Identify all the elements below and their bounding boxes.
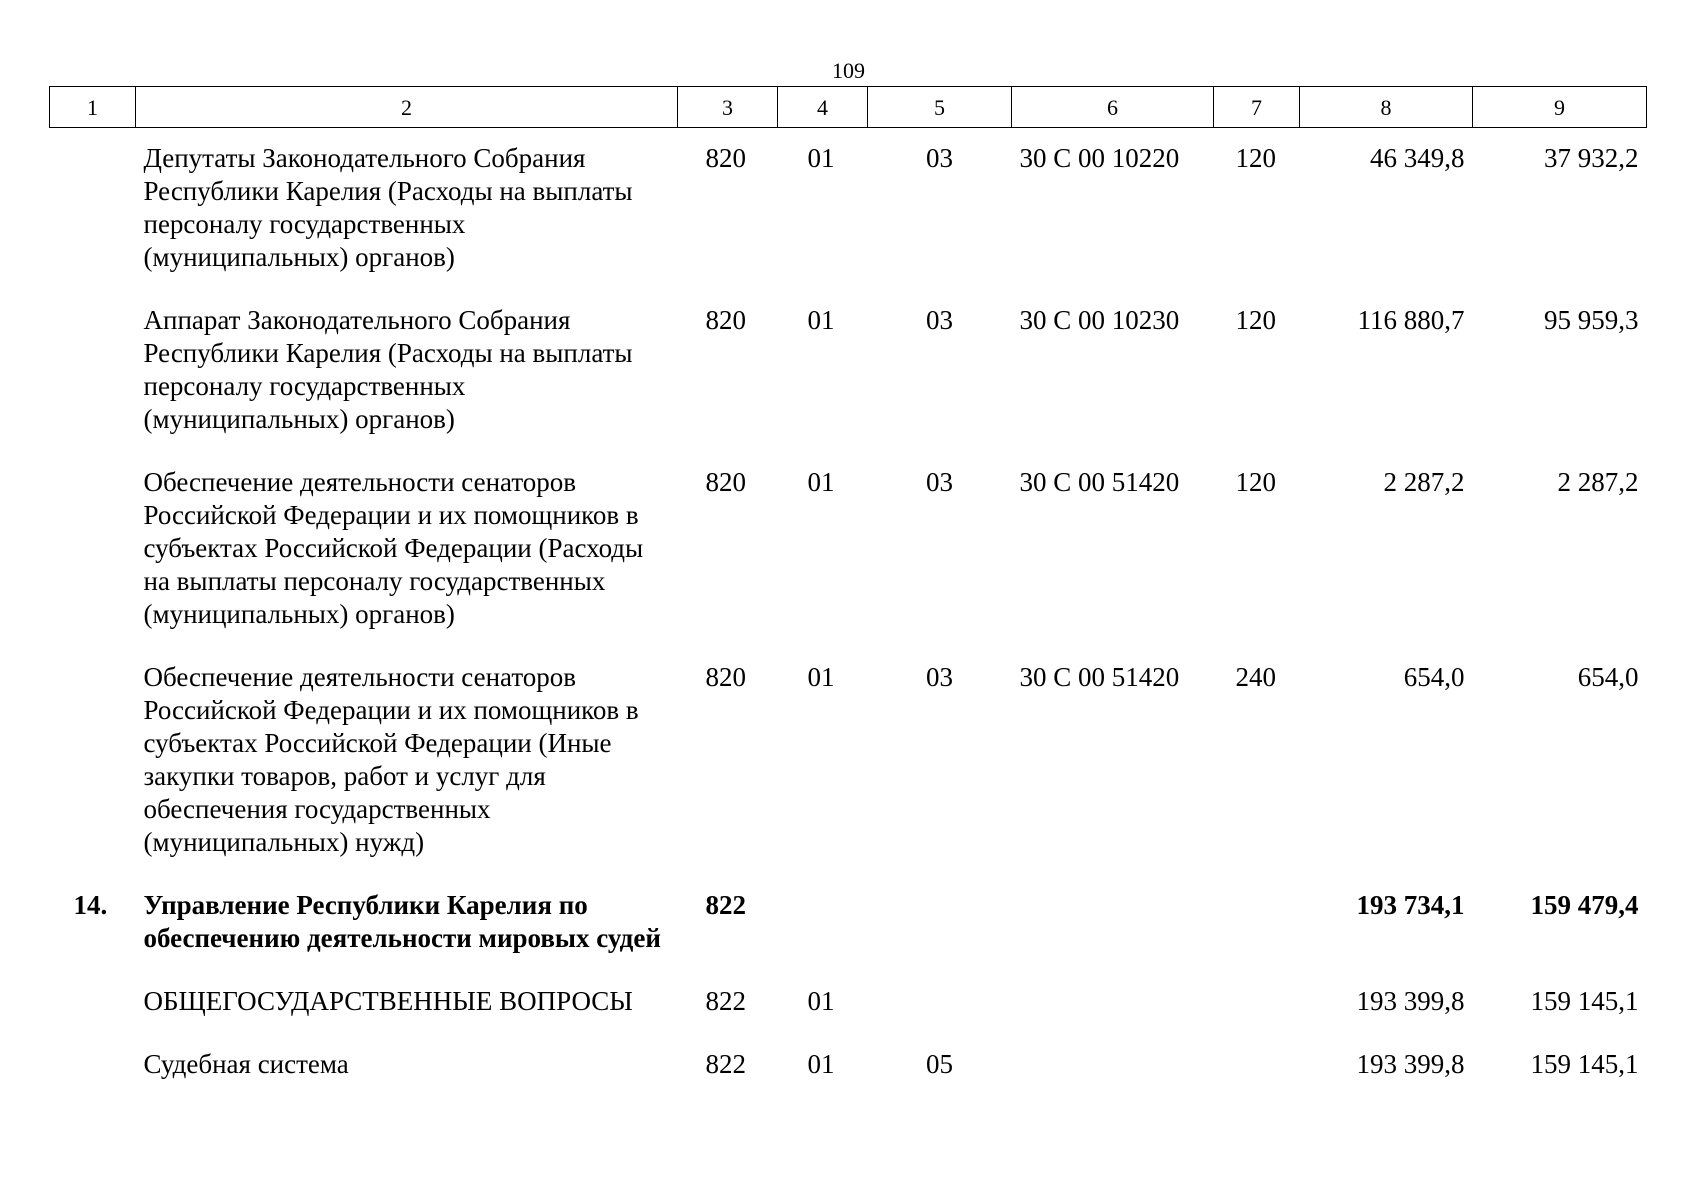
table-row [50, 1034, 1647, 1097]
row-target-article-code [1012, 971, 1214, 1034]
row-subsection-code: 03 [926, 662, 953, 692]
table-body [50, 128, 1647, 1098]
row-amount-second: 654,0 [1577, 662, 1639, 692]
row-expense-type-code: 240 [1235, 662, 1276, 692]
row-section-code: 01 [807, 1049, 835, 1079]
row-number: 14. [73, 890, 108, 920]
row-ministry-code: 822 [705, 986, 746, 1016]
row-name: Судебная система [143, 1049, 349, 1079]
row-ministry-code: 820 [705, 143, 746, 173]
row-ministry-code: 820 [705, 662, 746, 692]
column-header-1: 1 [50, 87, 136, 128]
row-target-article-code [1012, 1034, 1214, 1097]
row-ministry-code: 822 [705, 890, 746, 920]
row-amount-second: 37 932,2 [1544, 143, 1639, 173]
table-row [50, 290, 1647, 452]
column-header-4: 4 [778, 87, 868, 128]
column-header-3: 3 [678, 87, 778, 128]
row-ministry-code: 820 [705, 467, 746, 497]
row-name: Управление Республики Карелия по обеспечению деятельности мировых судей [143, 890, 661, 953]
row-expense-type-code: 120 [1235, 305, 1276, 335]
row-amount-first: 193 399,8 [1356, 986, 1465, 1016]
row-target-article-code [1012, 875, 1214, 971]
row-expense-type-code [1214, 971, 1300, 1034]
row-expense-type-code [1214, 875, 1300, 971]
row-number [50, 971, 136, 1034]
row-target-article-code: 30 С 00 51420 [1019, 662, 1180, 692]
row-name: Депутаты Законодательного Собрания Республики Карелия (Расходы на выплаты персоналу государственных (муниципальных) органов) [143, 143, 633, 272]
column-number-header-row [50, 87, 1647, 128]
row-expense-type-code: 120 [1235, 143, 1276, 173]
row-amount-first: 193 734,1 [1356, 890, 1465, 920]
column-header-8: 8 [1300, 87, 1473, 128]
row-name: Обеспечение деятельности сенаторов Российской Федерации и их помощников в субъектах Российской Федерации (Расходы на выплаты персоналу государственных (муниципальных) органов) [143, 467, 644, 629]
row-section-code: 01 [807, 467, 835, 497]
row-expense-type-code: 120 [1235, 467, 1276, 497]
row-number [50, 647, 136, 875]
row-section-code: 01 [807, 662, 835, 692]
row-amount-first: 2 287,2 [1383, 467, 1465, 497]
column-header-2: 2 [136, 87, 678, 128]
row-target-article-code: 30 С 00 10230 [1019, 305, 1180, 335]
row-number [50, 290, 136, 452]
row-target-article-code: 30 С 00 10220 [1019, 143, 1180, 173]
table-row [50, 875, 1647, 971]
row-number [50, 1034, 136, 1097]
row-subsection-code [868, 875, 1012, 971]
row-amount-first: 46 349,8 [1370, 143, 1465, 173]
row-subsection-code: 03 [926, 467, 953, 497]
row-section-code [778, 875, 868, 971]
row-name: ОБЩЕГОСУДАРСТВЕННЫЕ ВОПРОСЫ [143, 986, 633, 1016]
row-section-code: 01 [807, 305, 835, 335]
row-amount-second: 159 145,1 [1530, 1049, 1639, 1079]
budget-table [49, 86, 1647, 1097]
row-amount-second: 2 287,2 [1557, 467, 1639, 497]
row-section-code: 01 [807, 143, 835, 173]
row-subsection-code: 03 [926, 305, 953, 335]
row-section-code: 01 [807, 986, 835, 1016]
column-header-7: 7 [1214, 87, 1300, 128]
row-subsection-code: 05 [926, 1049, 953, 1079]
row-amount-first: 116 880,7 [1357, 305, 1465, 335]
column-header-6: 6 [1012, 87, 1214, 128]
column-header-5: 5 [868, 87, 1012, 128]
row-amount-first: 193 399,8 [1356, 1049, 1465, 1079]
row-name: Обеспечение деятельности сенаторов Российской Федерации и их помощников в субъектах Российской Федерации (Иные закупки товаров, работ и услуг для обеспечения государственных (муниципальных) нужд) [143, 662, 639, 857]
row-name: Аппарат Законодательного Собрания Республики Карелия (Расходы на выплаты персоналу государственных (муниципальных) органов) [143, 305, 633, 434]
table-row [50, 128, 1647, 291]
row-amount-second: 95 959,3 [1544, 305, 1639, 335]
table-row [50, 971, 1647, 1034]
row-amount-first: 654,0 [1403, 662, 1465, 692]
row-amount-second: 159 479,4 [1530, 890, 1639, 920]
row-subsection-code: 03 [926, 143, 953, 173]
row-target-article-code: 30 С 00 51420 [1019, 467, 1180, 497]
row-subsection-code [868, 971, 1012, 1034]
row-amount-second: 159 145,1 [1530, 986, 1639, 1016]
row-number [50, 452, 136, 647]
row-number [50, 128, 136, 291]
row-ministry-code: 820 [705, 305, 746, 335]
row-ministry-code: 822 [705, 1049, 746, 1079]
table-row [50, 452, 1647, 647]
column-header-9: 9 [1473, 87, 1647, 128]
table-row [50, 647, 1647, 875]
page-number: 109 [832, 58, 865, 83]
row-expense-type-code [1214, 1034, 1300, 1097]
